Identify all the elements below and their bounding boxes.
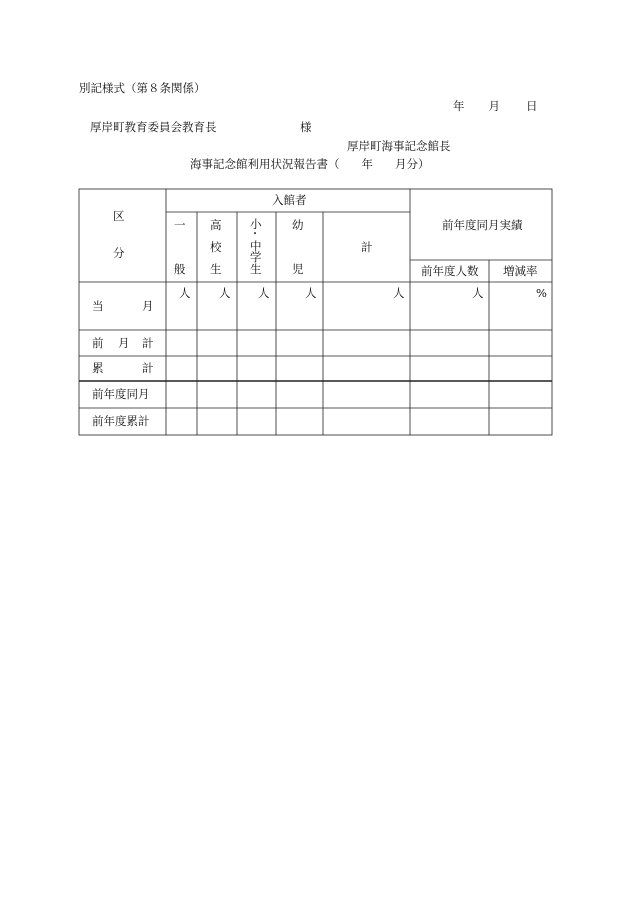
addressee-honorific: 様 xyxy=(300,120,312,134)
col-shochu-3: 中 xyxy=(250,239,262,253)
title-prefix: 海事記念館利用状況報告書（ xyxy=(190,157,340,171)
col-ippan-1: 一 xyxy=(174,218,186,232)
date-line xyxy=(453,98,538,114)
date-month: 月 xyxy=(488,99,500,113)
prev-header: 前年度同月実績 xyxy=(442,218,523,232)
col-yoji-1: 幼 xyxy=(292,218,304,232)
row-label-prev-month-3: 計 xyxy=(142,336,154,350)
col-koko-2: 校 xyxy=(210,240,222,254)
unit-koko: 人 xyxy=(219,286,231,300)
col-koko-3: 生 xyxy=(210,262,222,276)
col-total: 計 xyxy=(361,240,373,254)
col-yoji-2: 児 xyxy=(292,262,304,276)
kubun-top: 区 xyxy=(113,209,125,223)
title-year: 年 xyxy=(361,157,373,171)
row-label-prev-year-cumulative: 前年度累計 xyxy=(92,414,150,428)
unit-shochu: 人 xyxy=(258,286,270,300)
col-shochu-5: 生 xyxy=(250,262,262,276)
row-label-prev-year-same-month: 前年度同月 xyxy=(92,387,150,401)
row-label-cumulative-1: 累 xyxy=(92,361,104,375)
addressee: 厚岸町教育委員会教育長 xyxy=(90,120,217,134)
row-label-prev-month-1: 前 xyxy=(92,336,104,350)
title-month: 月分） xyxy=(395,157,430,171)
unit-change-rate: % xyxy=(536,286,547,300)
unit-total: 人 xyxy=(393,286,405,300)
unit-ippan: 人 xyxy=(179,286,191,300)
row-label-cumulative-2: 計 xyxy=(142,361,154,375)
date-year: 年 xyxy=(453,99,465,113)
visitors-header: 入館者 xyxy=(272,193,307,207)
unit-yoji: 人 xyxy=(305,286,317,300)
col-ippan-2: 般 xyxy=(174,262,186,276)
col-shochu-4: 学 xyxy=(250,250,262,264)
kubun-bottom: 分 xyxy=(113,246,125,260)
form-label: 別記様式（第８条関係） xyxy=(79,81,206,95)
col-koko-1: 高 xyxy=(210,218,222,232)
report-title xyxy=(190,156,430,172)
sender: 厚岸町海事記念館長 xyxy=(347,139,451,153)
prev-count-header: 前年度人数 xyxy=(421,264,479,278)
col-shochu-1: 小 xyxy=(250,217,262,231)
date-day: 日 xyxy=(526,99,538,113)
row-label-prev-month-2: 月 xyxy=(118,336,130,350)
row-label-current-month-2: 月 xyxy=(142,299,154,313)
col-shochu-2: ・ xyxy=(250,229,260,240)
unit-prev-count: 人 xyxy=(472,286,484,300)
row-label-current-month-1: 当 xyxy=(92,299,104,313)
change-rate-header: 増減率 xyxy=(503,264,538,278)
